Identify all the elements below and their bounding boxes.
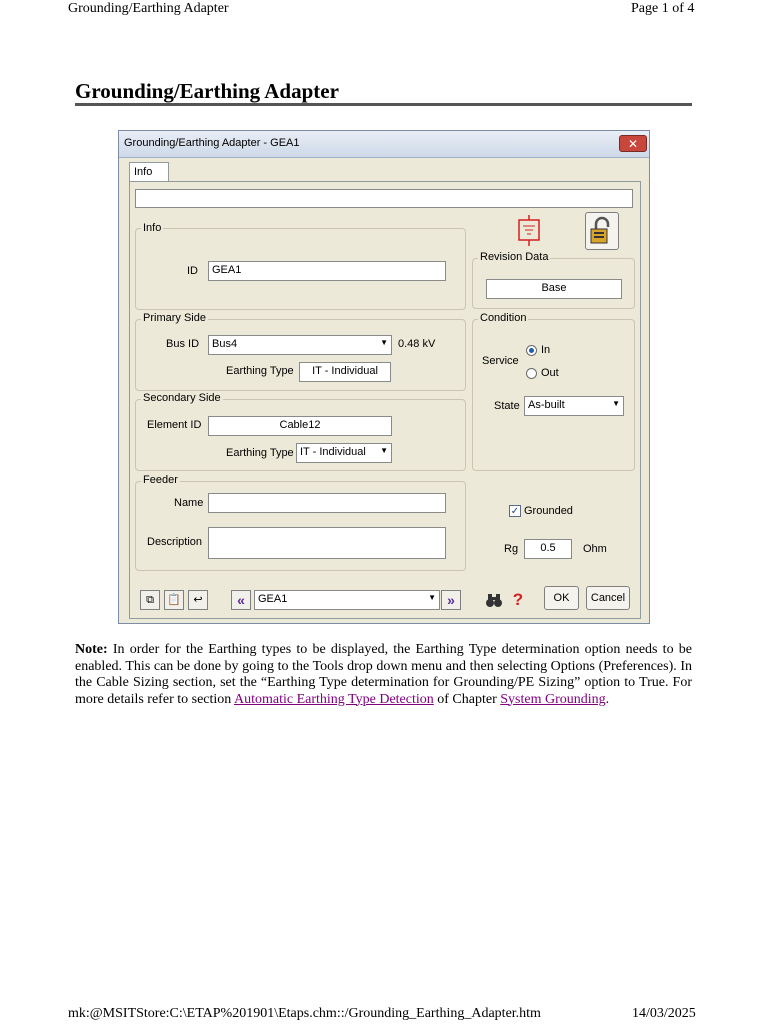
id-label: ID (187, 265, 198, 277)
return-icon: ↩ (193, 594, 203, 606)
paste-icon: 📋 (167, 594, 181, 606)
state-select[interactable] (524, 396, 624, 416)
secondary-earthing-select[interactable] (296, 443, 392, 463)
rg-unit: Ohm (583, 543, 607, 555)
id-field[interactable] (208, 261, 446, 281)
note-label: Note: (75, 642, 108, 657)
default-button[interactable] (188, 590, 208, 610)
footer-date: 14/03/2025 (632, 1006, 696, 1021)
ok-label: OK (553, 592, 570, 604)
next-button[interactable] (441, 590, 461, 610)
feeder-name-field[interactable] (208, 493, 446, 513)
rg-field[interactable] (524, 539, 572, 559)
revision-field[interactable] (486, 279, 622, 299)
primary-side-legend: Primary Side (143, 312, 206, 324)
feeder-legend: Feeder (143, 474, 178, 486)
top-bar-field[interactable] (135, 189, 633, 208)
primary-earthing-label: Earthing Type (226, 365, 294, 377)
revision-legend: Revision Data (480, 251, 549, 263)
revision-value: Base (541, 282, 567, 294)
help-button[interactable] (509, 590, 527, 610)
chevron-down-icon: ▼ (612, 399, 620, 408)
service-in-radio[interactable] (526, 345, 537, 356)
primary-earthing-field[interactable] (299, 362, 391, 382)
element-nav-value: GEA1 (258, 593, 288, 605)
primary-earthing-value: IT - Individual (312, 365, 378, 377)
state-value: As-built (528, 399, 565, 411)
cancel-button[interactable] (586, 586, 630, 610)
prev-button[interactable] (231, 590, 251, 610)
secondary-side-legend: Secondary Side (143, 392, 221, 404)
info-group-legend: Info (143, 222, 162, 234)
chevron-down-icon: ▼ (380, 446, 388, 455)
ok-button[interactable] (544, 586, 579, 610)
footer-path: mk:@MSITStore:C:\ETAP%201901\Etaps.chm::/Grounding_Earthing_Adapter.htm (68, 1006, 541, 1021)
prev-icon: « (237, 592, 245, 608)
page-title: Grounding/Earthing Adapter (75, 79, 339, 103)
link-automatic-earthing-type-detection[interactable]: Automatic Earthing Type Detection (234, 691, 434, 707)
bus-id-label: Bus ID (166, 338, 200, 350)
bus-kv: 0.48 kV (398, 338, 436, 350)
title-rule (75, 103, 692, 106)
condition-group (472, 319, 635, 471)
secondary-earthing-value: IT - Individual (300, 446, 366, 458)
element-nav-select[interactable] (254, 590, 440, 610)
element-id-field[interactable] (208, 416, 392, 436)
service-out-label: Out (541, 367, 559, 379)
copy-icon: ⧉ (146, 594, 154, 606)
header-title: Grounding/Earthing Adapter (68, 1, 229, 16)
note-text-3: . (605, 691, 610, 707)
note-text-1: In order for the Earthing types to be displayed, the Earthing Type determination option needs to be enabled. This can be done by going to the Tools drop down menu and then selecting Options (Preferences). In the Cable Sizing section, set the “Earthing Type determination for Grounding/PE Sizing” option to True. For more details refer to section (75, 642, 692, 707)
close-button[interactable] (619, 135, 647, 152)
binoculars-icon (485, 591, 503, 609)
dialog-title: Grounding/Earthing Adapter - GEA1 (124, 137, 300, 149)
cancel-label: Cancel (590, 592, 626, 604)
state-label: State (494, 400, 520, 412)
lock-icon (588, 215, 616, 247)
chevron-down-icon: ▼ (380, 338, 388, 347)
note-paragraph (75, 642, 692, 708)
grounded-checkbox[interactable] (509, 505, 521, 517)
service-out-radio[interactable] (526, 368, 537, 379)
bus-id-select[interactable] (208, 335, 392, 355)
checkmark-icon: ✓ (510, 506, 520, 517)
lock-button[interactable] (585, 212, 619, 250)
dialog-titlebar (119, 131, 649, 158)
header-page-number: Page 1 of 4 (631, 1, 695, 16)
paste-button[interactable] (164, 590, 184, 610)
dialog-window (118, 130, 650, 624)
tab-info[interactable] (129, 162, 169, 182)
feeder-name-label: Name (174, 497, 204, 509)
tab-info-label: Info (134, 166, 153, 178)
grounded-label: Grounded (524, 505, 573, 517)
id-value: GEA1 (212, 264, 242, 276)
condition-legend: Condition (480, 312, 527, 324)
note-text-2: of Chapter (433, 691, 501, 707)
rg-value: 0.5 (540, 542, 556, 554)
feeder-description-field[interactable] (208, 527, 446, 559)
bus-id-value: Bus4 (212, 338, 238, 350)
rg-label: Rg (504, 543, 519, 555)
element-id-label: Element ID (147, 419, 202, 431)
next-icon: » (447, 592, 455, 608)
chevron-down-icon: ▼ (428, 593, 436, 602)
secondary-earthing-label: Earthing Type (226, 447, 294, 459)
feeder-description-label: Description (147, 536, 203, 548)
element-id-value: Cable12 (279, 419, 321, 431)
service-label: Service (482, 355, 519, 367)
grounding-adapter-icon (517, 215, 541, 247)
close-icon: ✕ (627, 137, 639, 151)
copy-button[interactable] (140, 590, 160, 610)
link-system-grounding[interactable]: System Grounding (500, 691, 606, 707)
find-button[interactable] (485, 591, 503, 609)
service-in-label: In (541, 344, 551, 356)
help-icon: ? (512, 590, 524, 609)
